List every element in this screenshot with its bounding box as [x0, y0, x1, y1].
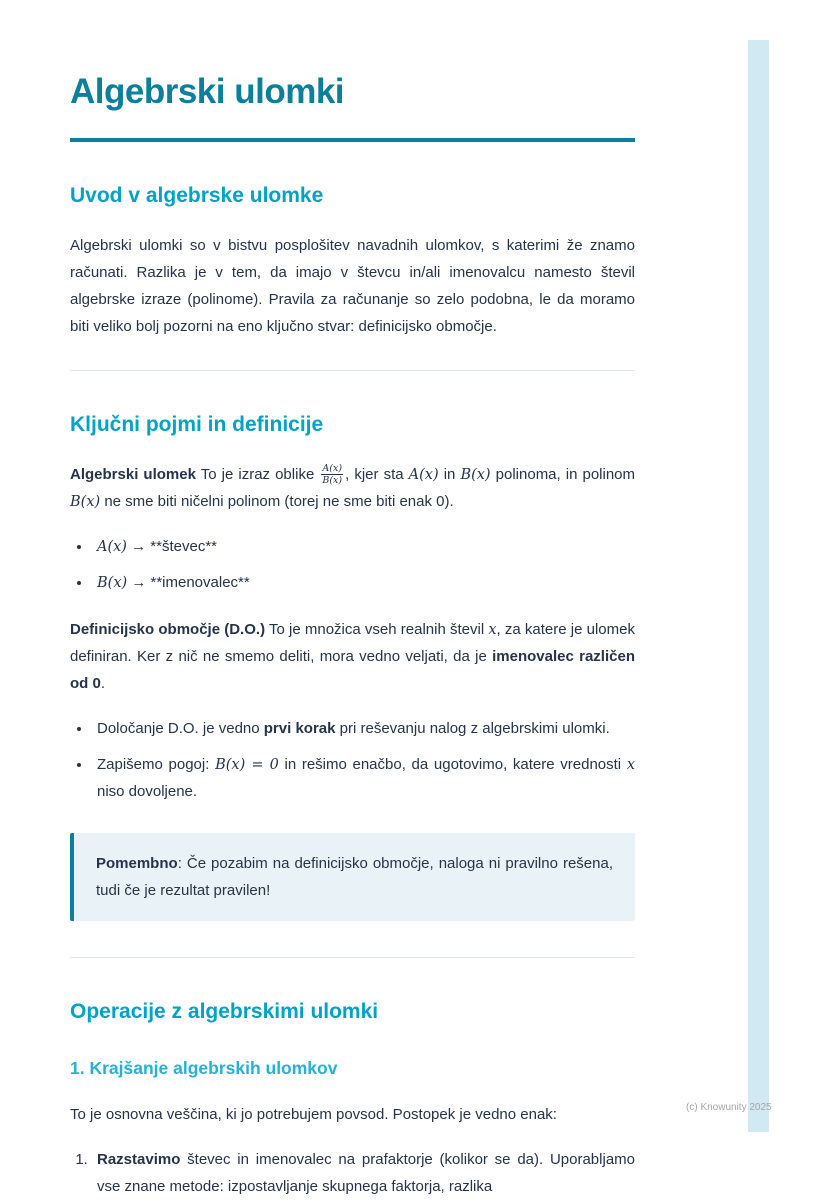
list-item	[92, 569, 635, 596]
text-segment: in	[443, 465, 456, 483]
krajsanje-intro: To je osnovna veščina, ki jo potrebujem povsod. Postopek je vedno enak:	[70, 1106, 557, 1124]
fraction-numerator: A(x)	[322, 462, 343, 474]
text-segment: → **števec**	[131, 537, 218, 555]
callout-label: Pomembno	[96, 855, 178, 873]
math-var-a: A(x)	[408, 466, 439, 483]
text-segment: pri reševanju nalog z algebrskimi ulomki.	[339, 720, 610, 738]
section-heading-pojmi: Ključni pojmi in definicije	[70, 412, 324, 436]
text-segment: polinoma, in polinom	[495, 465, 636, 483]
fraction-a-over-b	[321, 463, 343, 487]
krajsanje-steps-list	[92, 1146, 635, 1200]
list-item	[92, 533, 635, 560]
term-definicijsko-obmocje: Definicijsko območje (D.O.)	[70, 621, 266, 639]
text-segment: , kjer sta	[345, 465, 404, 483]
text-segment: .	[100, 675, 106, 693]
section-heading-operacije: Operacije z algebrskimi ulomki	[70, 1000, 379, 1024]
math-var-a: A(x)	[97, 538, 127, 555]
text-segment: ne sme biti ničelni polinom (torej ne sme biti enak 0).	[104, 492, 454, 510]
ulomek-bullet-list	[92, 533, 635, 596]
math-var-b: B(x)	[70, 493, 101, 510]
math-var-x: x	[626, 757, 635, 774]
callout-text	[96, 850, 613, 904]
fraction-denominator: B(x)	[322, 475, 343, 487]
text-segment: niso dovoljene.	[97, 783, 198, 801]
page-edge-stripe	[748, 40, 769, 1132]
text-segment: , za katere je ulomek definiran. Ker z nič ne smemo deliti, mora vedno veljati, da je	[70, 621, 635, 666]
bold-imenovalec-razlicen: imenovalec različen od 0	[70, 648, 635, 693]
list-item	[92, 751, 635, 805]
section-pojmi	[70, 413, 635, 922]
bold-razstavimo: Razstavimo	[97, 1151, 181, 1169]
text-segment: To je izraz oblike	[200, 465, 315, 483]
page-title: Algebrski ulomki	[70, 72, 345, 111]
term-algebrski-ulomek: Algebrski ulomek	[70, 465, 196, 483]
section-operacije	[70, 1000, 635, 1200]
text-segment: Zapišemo pogoj:	[97, 756, 210, 774]
uvod-paragraph: Algebrski ulomki so v bistvu posplošitev navadnih ulomkov, s katerimi že znamo računati. Razlika je v tem, da imajo v števcu in/ali imenovalcu namesto števil algebrske izraze (polinome). Pravila za računanje so zelo podobna, le da moramo biti veliko bolj pozorni na eno ključno stvar: definicijsko območje.	[70, 236, 635, 335]
definition-definicijsko-obmocje	[70, 616, 635, 697]
math-expr-bx-equals-0: B(x) = 0	[215, 757, 279, 774]
text-segment: števec in imenovalec na prafaktorje (kolikor se da). Uporabljamo vse znane metode: izpostavljanje skupnega faktorja, razlika	[97, 1151, 635, 1196]
definition-algebrski-ulomek	[70, 461, 635, 515]
section-divider	[70, 957, 635, 958]
text-segment: → **imenovalec**	[131, 574, 250, 592]
bold-prvi-korak: prvi korak	[263, 720, 336, 738]
section-divider	[70, 370, 635, 371]
list-item	[92, 715, 635, 742]
math-var-x: x	[488, 622, 497, 639]
list-item	[92, 1146, 635, 1200]
text-segment: Določanje D.O. je vedno	[97, 720, 260, 738]
text-segment: : Če pozabim na definicijsko območje, naloga ni pravilno rešena, tudi če je rezultat pravilen!	[96, 855, 613, 900]
text-segment: To je množica vseh realnih števil	[268, 621, 485, 639]
math-var-b: B(x)	[460, 466, 491, 483]
subsection-heading-krajsanje: 1. Krajšanje algebrskih ulomkov	[70, 1058, 338, 1079]
title-rule	[70, 138, 635, 142]
section-heading-uvod: Uvod v algebrske ulomke	[70, 183, 324, 207]
important-callout	[70, 833, 635, 921]
text-segment: in rešimo enačbo, da ugotovimo, katere vrednosti	[284, 756, 622, 774]
math-var-b: B(x)	[97, 575, 128, 592]
watermark: (c) Knowunity 2025	[686, 1102, 772, 1113]
section-uvod	[70, 184, 635, 340]
do-bullet-list	[92, 715, 635, 805]
